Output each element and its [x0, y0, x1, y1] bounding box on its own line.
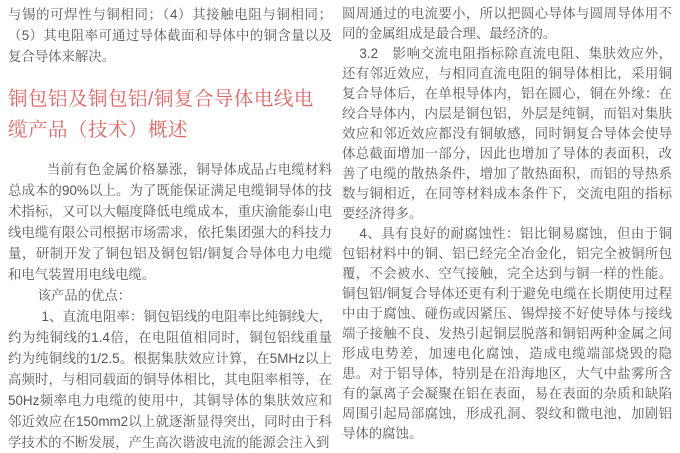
left-text-column — [8, 4, 332, 450]
right-text-column — [342, 4, 672, 445]
paragraph-section-3-2: 3.2 影响交流电阻指标除直流电阻、集肤效应外，还有邻近效应，与相同直流电阻的铜导体相比，采用铜复合导体后，在单根导体内，铝在圆心，铜在外缘：在绞合导体内，内层是铜包铝，外层是纯铜，而铝对集肤效应和邻近效应都没有铜敏感，同时铜复合导体会使导体总截面增加一部分，因此也增加了导体的表面积，改善了电缆的散热条件，增加了散热面积，而铝的导热系数与铜相近，在同等材料成本条件下，交流电阻的指标要经济得多。 — [342, 46, 672, 221]
section-heading: 铜包铝及铜包铝/铜复合导体电线电缆产品（技术）概述 — [8, 88, 314, 141]
paragraph-point-1: 1、直流电阻率：铜包铝线的电阻率比纯铜线大，约为纯铜线的1.4倍，在电阻值相同时，铜包铝线重量约为纯铜线的1/2.5。根据集肤效应计算，在5MHz以上高频时，与相同载面的铜导体相比，其电阻率相等，在50Hz频率电力电缆的使用中，其铜导体的集肤效应和邻近效应在150mm2以上就逐渐显得突出，同时由于科学技术的不断发展，产生高次谐波电流的能源会注入到 — [8, 309, 332, 450]
paragraph-intro: 当前有色金属价格暴涨，铜导体成品占电缆材料总成本的90%以上。为了既能保证满足电缆铜导体的技术指标，又可以大幅度降低电缆成本，重庆渝能泰山电线电缆有限公司根据市场需求，依托集团强大的科技力量，研制开发了铜包铝及铜包铝/铜复合导体电力电缆和电气装置用电线电缆。 — [8, 162, 332, 282]
paragraph-continuation-right: 圆周通过的电流要小，所以把圆心导体与圆周导体用不同的金属组成是最合理、最经济的。 — [342, 6, 672, 41]
paragraph-point-4: 4、具有良好的耐腐蚀性：铝比铜易腐蚀，但由于铜包铝材料中的铜、铝已经完全冶金化，铝完全被铜所包覆，不会被水、空气接触，完全达到与铜一样的性能。铜包铝/铜复合导体还更有利于避免电缆在长期使用过程中由于腐蚀、碰伤或因紧压、锡焊接不好使导体与接线端子接触不良、发热引起铜层脱落和铜铝两种金属之间形成电势差，加速电化腐蚀，造成电缆端部烧毁的隐患。对于铝导体，特别是在沿海地区，大气中盐雾所含有的氯离子会凝聚在铝在表面，易在表面的杂质和缺陷周围引起局部腐蚀，形成孔洞、裂纹和微电池，加剧铝导体的腐蚀。 — [342, 226, 672, 441]
paragraph-continuation-left: 与锡的可焊性与铜相同；（4）其接触电阻与铜相同；（5）其电阻率可通过导体截面和导体中的铜含量以及复合导体来解决。 — [8, 7, 332, 64]
paragraph-advantages-title: 该产品的优点： — [37, 288, 132, 303]
